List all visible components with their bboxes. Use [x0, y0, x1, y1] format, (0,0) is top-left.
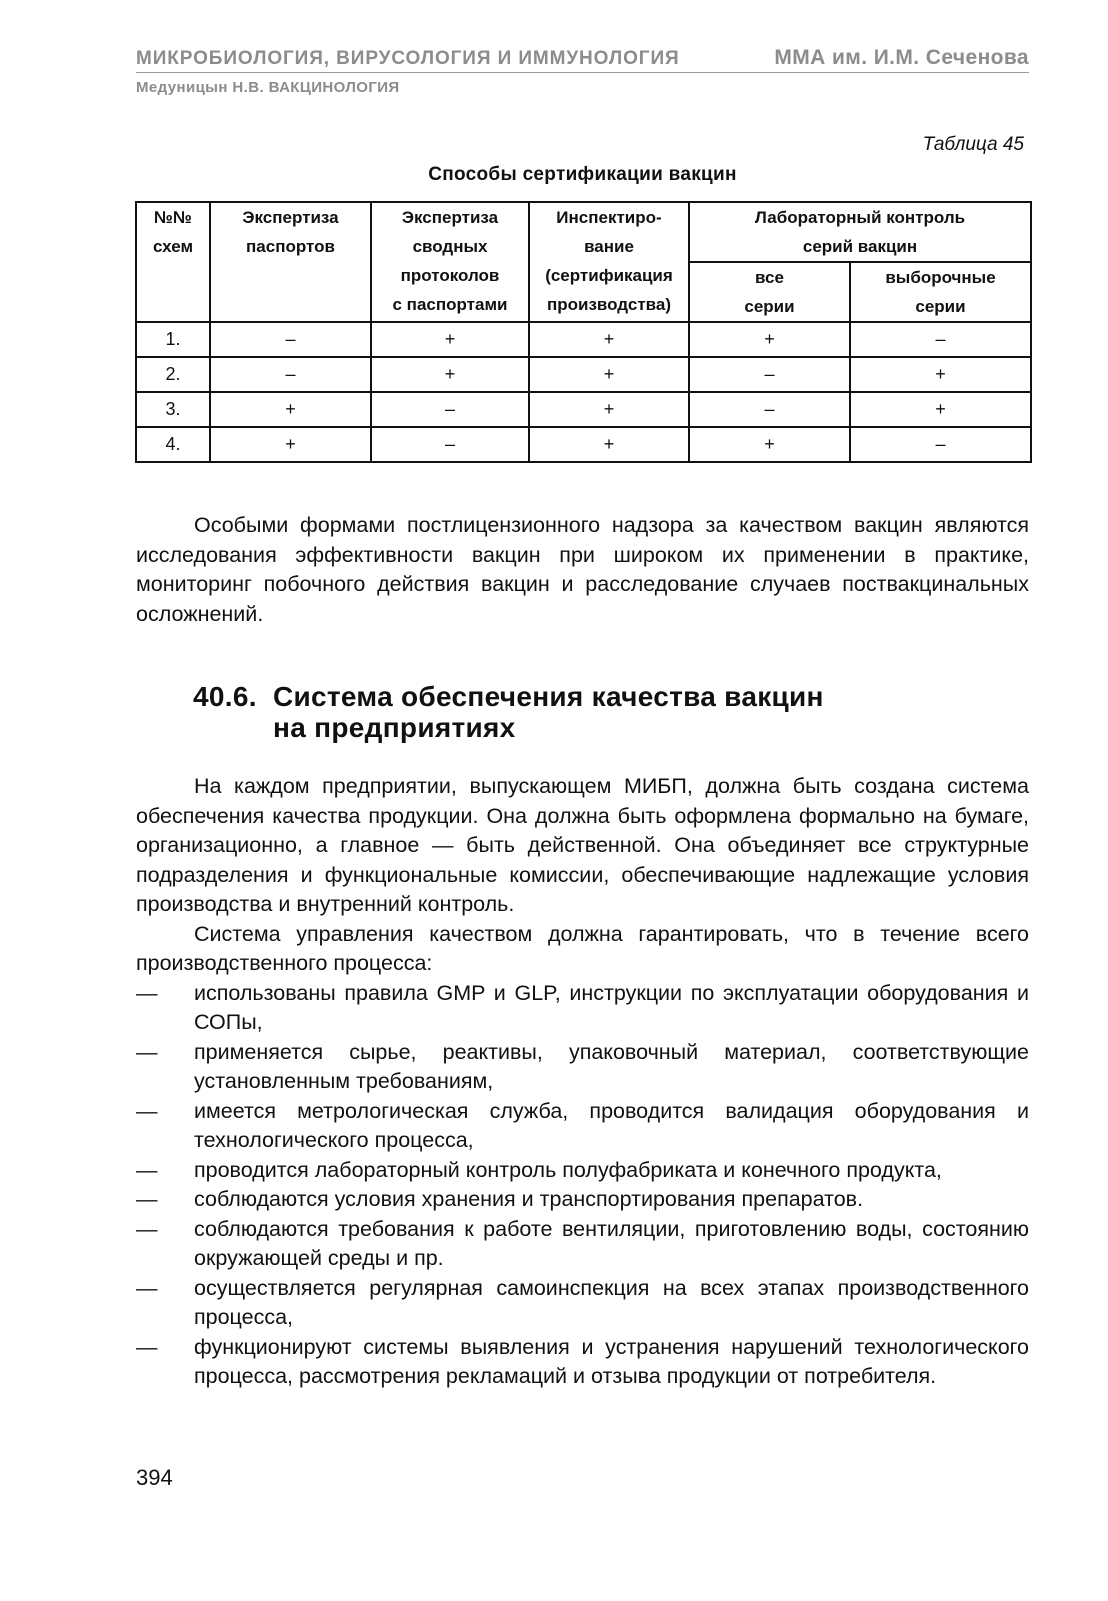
header-lab-control	[689, 202, 1031, 262]
header-text: паспортов	[246, 237, 335, 256]
table-cell: +	[371, 322, 529, 357]
section-title-line1: Система обеспечения качества вакцин	[273, 681, 824, 712]
header-text: протоколов	[400, 266, 500, 285]
header-discipline: МИКРОБИОЛОГИЯ, ВИРУСОЛОГИЯ И ИММУНОЛОГИЯ	[136, 48, 680, 69]
table-cell: 2.	[136, 357, 210, 392]
running-header	[136, 46, 1029, 73]
dash-bullet: —	[136, 1216, 158, 1241]
header-text: схем	[152, 237, 194, 256]
header-text: серий вакцин	[802, 237, 918, 256]
header-scheme-number	[136, 202, 210, 322]
table-cell: –	[850, 322, 1031, 357]
section-heading	[193, 681, 993, 743]
table-cell: –	[850, 427, 1031, 462]
table-cell: –	[371, 427, 529, 462]
list-item	[136, 1097, 1029, 1156]
requirements-list	[136, 979, 1029, 1392]
list-item-text: функционируют системы выявления и устранения нарушений технологического процесса, рассмотрения рекламаций и отзыва продукции от потребителя.	[194, 1334, 1029, 1388]
table-cell: +	[689, 427, 850, 462]
table-label: Таблица 45	[922, 134, 1024, 155]
table-cell: +	[689, 322, 850, 357]
dash-bullet: —	[136, 1187, 158, 1211]
header-text: серии	[915, 297, 966, 316]
header-text: сводных	[412, 237, 488, 256]
header-text: выборочные	[885, 268, 996, 287]
dash-bullet: —	[136, 1275, 158, 1300]
post-license-paragraph	[136, 511, 1029, 629]
table-cell: +	[371, 357, 529, 392]
header-text: все	[755, 268, 784, 287]
list-item-text: соблюдаются условия хранения и транспортирования препаратов.	[194, 1187, 864, 1211]
list-item-text: осуществляется регулярная самоинспекция на всех этапах производственного процесса,	[194, 1275, 1029, 1329]
header-text: Лабораторный контроль	[754, 208, 966, 227]
header-inspection	[529, 202, 689, 322]
table-cell: +	[210, 392, 371, 427]
list-item-text: имеется метрологическая служба, проводится валидация оборудования и технологического процесса,	[194, 1098, 1029, 1152]
table-cell: 4.	[136, 427, 210, 462]
table-cell: –	[210, 357, 371, 392]
dash-bullet: —	[136, 1098, 158, 1123]
table-title: Способы сертификации вакцин	[428, 164, 737, 185]
header-text: серии	[744, 297, 795, 316]
table-cell: +	[850, 357, 1031, 392]
paragraph-text: На каждом предприятии, выпускающем МИБП, должна быть создана система обеспечения качества продукции. Она должна быть оформлена формально на бумаге, организационно, а главное — быть действенной. Она объединяет все структурные подразделения и функциональные комиссии, обеспечивающие надлежащие условия производства и внутренний контроль.	[136, 774, 1029, 916]
header-text: (сертификация	[545, 266, 673, 285]
table-row	[136, 322, 1031, 357]
header-text: вание	[584, 237, 634, 256]
list-item-text: соблюдаются требования к работе вентиляции, приготовлению воды, состоянию окружающей среды и пр.	[194, 1216, 1029, 1270]
table-row	[136, 357, 1031, 392]
list-item-text: использованы правила GMP и GLP, инструкции по эксплуатации оборудования и СОПы,	[194, 980, 1029, 1034]
section-title-line2: на предприятиях	[273, 712, 516, 743]
list-item	[136, 1215, 1029, 1274]
header-book-title: Медуницын Н.В. ВАКЦИНОЛОГИЯ	[136, 79, 400, 96]
table-cell: +	[529, 392, 689, 427]
list-item	[136, 1185, 1029, 1215]
list-item	[136, 979, 1029, 1038]
section-number: 40.6.	[193, 681, 257, 712]
table-row	[136, 427, 1031, 462]
header-text: с паспортами	[392, 295, 508, 314]
header-text: Инспектиро-	[556, 208, 662, 227]
header-institution: ММА им. И.М. Сеченова	[774, 46, 1029, 69]
dash-bullet: —	[136, 1039, 158, 1064]
list-item-text: применяется сырье, реактивы, упаковочный материал, соответствующие установленным требованиям,	[194, 1039, 1029, 1093]
list-item	[136, 1156, 1029, 1186]
header-lab-all-series	[689, 262, 850, 322]
paragraph-text: Система управления качеством должна гарантировать, что в течение всего производственного процесса:	[136, 921, 1029, 975]
table-cell: +	[529, 322, 689, 357]
table-cell: +	[850, 392, 1031, 427]
table-cell: +	[210, 427, 371, 462]
table-cell: 1.	[136, 322, 210, 357]
page-number: 394	[136, 1465, 173, 1490]
table-cell: –	[689, 392, 850, 427]
list-item-text: проводится лабораторный контроль полуфабриката и конечного продукта,	[194, 1157, 942, 1182]
paragraph-text: Особыми формами постлицензионного надзора за качеством вакцин являются исследования эффективности вакцин при широком их применении в практике, мониторинг побочного действия вакцин и расследование случаев поствакцинальных осложнений.	[136, 513, 1029, 626]
dash-bullet: —	[136, 980, 158, 1005]
table-cell: –	[689, 357, 850, 392]
header-protocol-expertise	[371, 202, 529, 322]
header-passport-expertise	[210, 202, 371, 322]
header-lab-sample-series	[850, 262, 1031, 322]
list-item	[136, 1038, 1029, 1097]
certification-table	[135, 201, 1032, 463]
table-cell: +	[529, 357, 689, 392]
header-text: производства)	[546, 295, 671, 314]
list-item	[136, 1274, 1029, 1333]
section-body	[136, 772, 1029, 1392]
header-text: №№	[154, 208, 192, 227]
dash-bullet: —	[136, 1157, 158, 1182]
table-cell: –	[210, 322, 371, 357]
table-cell: 3.	[136, 392, 210, 427]
list-item	[136, 1333, 1029, 1392]
dash-bullet: —	[136, 1334, 158, 1359]
table-row	[136, 392, 1031, 427]
table-cell: –	[371, 392, 529, 427]
header-text: Экспертиза	[242, 208, 339, 227]
table-cell: +	[529, 427, 689, 462]
header-text: Экспертиза	[401, 208, 499, 227]
